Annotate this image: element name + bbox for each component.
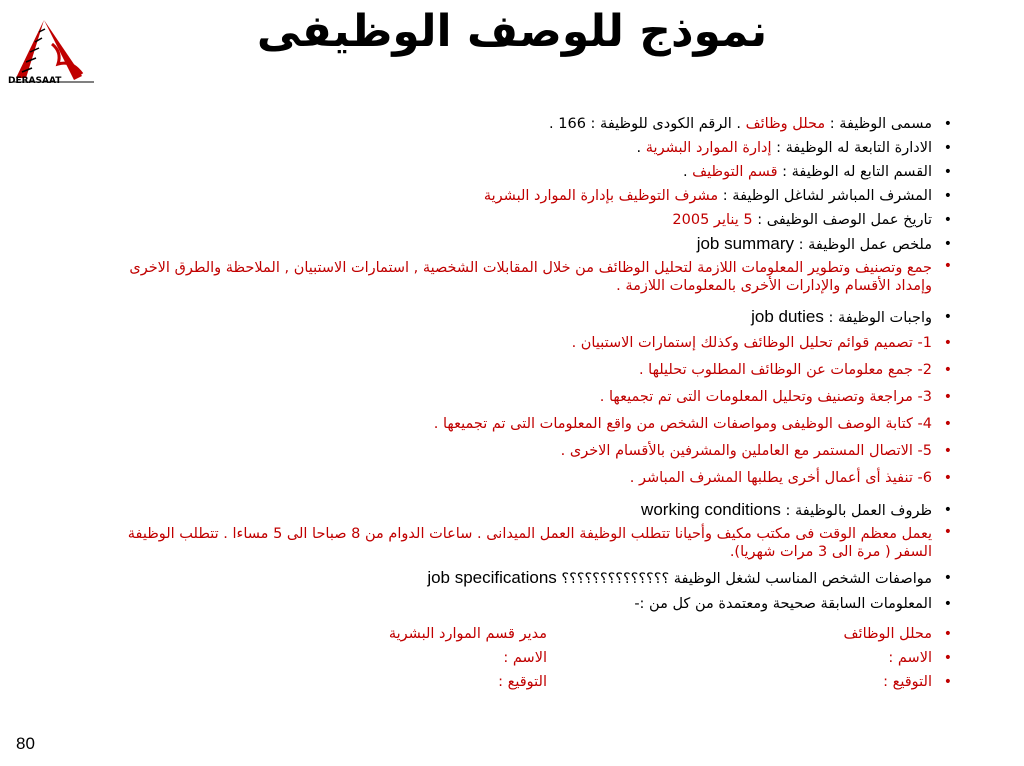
section-end: . <box>682 164 693 180</box>
job-duties-label: واجبات الوظيفة : <box>823 310 932 326</box>
list-item-section <box>112 160 952 184</box>
section-label: القسم التابع له الوظيفة : <box>777 164 932 180</box>
bullet-icon: • <box>943 258 952 274</box>
job-summary-label: ملخص عمل الوظيفة : <box>794 237 932 253</box>
page-title: نموذج للوصف الوظيفى <box>256 6 768 57</box>
job-specifications-en: job specifications <box>427 568 557 587</box>
sign-role-analyst: محلل الوظائف <box>843 626 932 642</box>
bullet-icon: • <box>943 335 952 351</box>
working-conditions-en: working conditions <box>641 500 781 519</box>
list-item-supervisor <box>112 184 952 208</box>
list-item-job-summary-text <box>112 257 952 299</box>
list-item-job-duties-heading <box>112 305 952 330</box>
bullet-icon: • <box>943 362 952 378</box>
job-code-text: . الرقم الكودى للوظيفة : 166 . <box>549 116 746 132</box>
duty-item <box>112 357 952 384</box>
bullet-icon: • <box>943 502 952 518</box>
duty-text: 2- جمع معلومات عن الوظائف المطلوب تحليلها . <box>638 362 932 378</box>
bullet-icon: • <box>943 164 952 180</box>
job-summary-en: job summary <box>696 234 794 253</box>
bullet-icon: • <box>943 470 952 486</box>
bullet-icon: • <box>943 626 952 642</box>
list-item-department <box>112 136 952 160</box>
bullet-icon: • <box>943 389 952 405</box>
job-summary-text: جمع وتصنيف وتطوير المعلومات اللازمة لتحليل الوظائف من خلال المقابلات الشخصية , استمارات الاستبيان , الملاحظة والطرق الاخرى وإمداد الأقسام والإدارات الأخرى بالمعلومات اللازمة . <box>129 260 932 294</box>
department-value: إدارة الموارد البشرية <box>645 140 772 156</box>
duty-item <box>112 465 952 492</box>
bullet-icon: • <box>943 650 952 666</box>
sign-name-manager: الاسم : <box>503 650 547 666</box>
bullet-icon: • <box>943 212 952 228</box>
duty-item <box>112 384 952 411</box>
bullet-icon: • <box>943 309 952 325</box>
list-item-date <box>112 208 952 232</box>
duty-text: 5- الاتصال المستمر مع العاملين والمشرفين بالأقسام الاخرى . <box>560 443 932 459</box>
list-item-sign-roles <box>112 622 952 646</box>
duty-text: 4- كتابة الوصف الوظيفى ومواصفات الشخص من واقع المعلومات التى تم تجميعها . <box>433 416 932 432</box>
bullet-icon: • <box>943 416 952 432</box>
job-description-list <box>112 112 952 694</box>
duty-item <box>112 330 952 357</box>
supervisor-label: المشرف المباشر لشاغل الوظيفة : <box>718 188 932 204</box>
approval-text: المعلومات السابقة صحيحة ومعتمدة من كل من :- <box>634 596 932 612</box>
bullet-icon: • <box>943 140 952 156</box>
logo-text: DERASAAT <box>8 76 62 86</box>
bullet-icon: • <box>943 596 952 612</box>
duty-item <box>112 411 952 438</box>
job-title-value: محلل وظائف <box>745 116 826 132</box>
list-item-sign-names <box>112 646 952 670</box>
bullet-icon: • <box>943 443 952 459</box>
job-specifications-label: مواصفات الشخص المناسب لشغل الوظيفة ؟؟؟؟؟؟؟؟؟؟؟؟؟؟ <box>556 571 932 587</box>
job-duties-en: job duties <box>751 307 824 326</box>
department-label: الادارة التابعة له الوظيفة : <box>771 140 932 156</box>
sign-signature-manager: التوقيع : <box>498 674 547 690</box>
sign-role-manager: مدير قسم الموارد البشرية <box>388 626 547 642</box>
list-item-job-summary-heading <box>112 232 952 257</box>
list-item-sign-signatures <box>112 670 952 694</box>
sign-name-analyst: الاسم : <box>888 650 932 666</box>
working-conditions-label: ظروف العمل بالوظيفة : <box>780 503 932 519</box>
list-item-working-conditions-heading <box>112 498 952 523</box>
duty-item <box>112 438 952 465</box>
bullet-icon: • <box>943 116 952 132</box>
list-item-job-title <box>112 112 952 136</box>
bullet-icon: • <box>943 570 952 586</box>
duty-text: 1- تصميم قوائم تحليل الوظائف وكذلك إستمارات الاستبيان . <box>571 335 932 351</box>
list-item-job-specifications <box>112 565 952 592</box>
job-title-label: مسمى الوظيفة : <box>825 116 932 132</box>
date-label: تاريخ عمل الوصف الوظيفى : <box>752 212 932 228</box>
department-end: . <box>636 140 646 156</box>
section-value: قسم التوظيف <box>692 164 778 180</box>
working-conditions-text: يعمل معظم الوقت فى مكتب مكيف وأحيانا تتطلب الوظيفة العمل الميدانى . ساعات الدوام من 8 صباحا الى 5 مساءا . تتطلب الوظيفة السفر ( مرة الى 3 مرات شهريا). <box>127 526 932 560</box>
page-number: 80 <box>16 734 35 753</box>
sign-signature-analyst: التوقيع : <box>883 674 932 690</box>
duty-text: 3- مراجعة وتصنيف وتحليل المعلومات التى تم تجميعها . <box>599 389 932 405</box>
duty-text: 6- تنفيذ أى أعمال أخرى يطلبها المشرف المباشر . <box>629 470 932 486</box>
supervisor-value: مشرف التوظيف بإدارة الموارد البشرية <box>483 188 719 204</box>
bullet-icon: • <box>943 674 952 690</box>
bullet-icon: • <box>943 524 952 540</box>
list-item-working-conditions-text <box>112 523 952 565</box>
date-value: 5 يناير 2005 <box>672 212 753 228</box>
list-item-approval <box>112 592 952 616</box>
bullet-icon: • <box>943 188 952 204</box>
bullet-icon: • <box>943 236 952 252</box>
